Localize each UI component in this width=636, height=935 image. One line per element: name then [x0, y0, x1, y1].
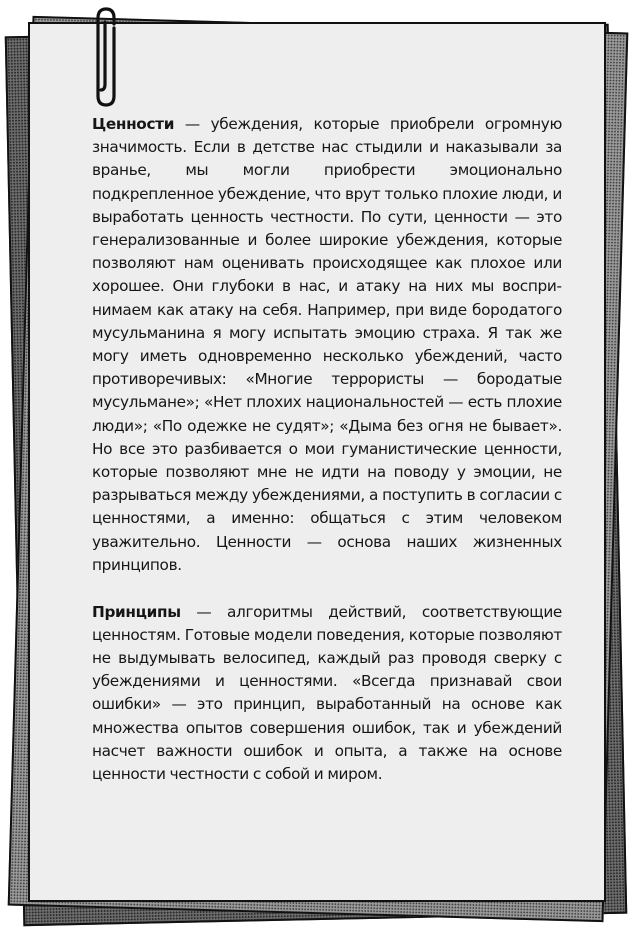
text-content [92, 113, 562, 810]
definition-principles: — алгоритмы действий, соответствующие ценностям. Готовые модели поведения, которые позволяют не выдумывать велосипед, каждый раз проводя сверку с убеждениями и ценностями. «Всегда признавай свои ошибки» — это принцип, выработанный на основе как множества опытов совершения ошибок, так и убеждений насчет важности ошибок и опыта, а также на основе ценности честности с собой и миром. [92, 602, 562, 783]
definition-values: — убеждения, которые приобрели огромную значимость. Если в детстве нас стыдили и наказывали за вранье, мы могли приобрести эмоционально подкрепленное убеждение, что врут только плохие люди, и выработать ценность честности. По сути, ценности — это генерализованные и более широкие убеждения, которые позволяют нам оценивать происходящее как плохое или хорошее. Они глубоки в нас, и атаку на них мы воспринимаем как атаку на себя. Например, при виде бородатого мусульманина я могу испытать эмоцию страха. Я так же могу иметь одновременно несколько убеждений, часто противоречивых: «Многие террористы — бородатые мусульмане»; «Нет плохих национальностей — есть плохие люди»; «По одежке не судят»; «Дыма без огня не бывает». Но все это разбивается о мои гуманистические ценности, которые позволяют мне не идти на поводу у эмоции, не разрываться между убеждениями, а поступить в согласии с ценностями, а именно: общаться с этим человеком уважительно. Ценности — основа наших жизненных принципов. [92, 115, 562, 574]
paperclip-icon [88, 4, 124, 110]
term-values: Ценности [92, 115, 175, 133]
term-principles: Принципы [92, 602, 181, 621]
paragraph-values [92, 113, 562, 577]
paragraph-principles [92, 601, 562, 787]
